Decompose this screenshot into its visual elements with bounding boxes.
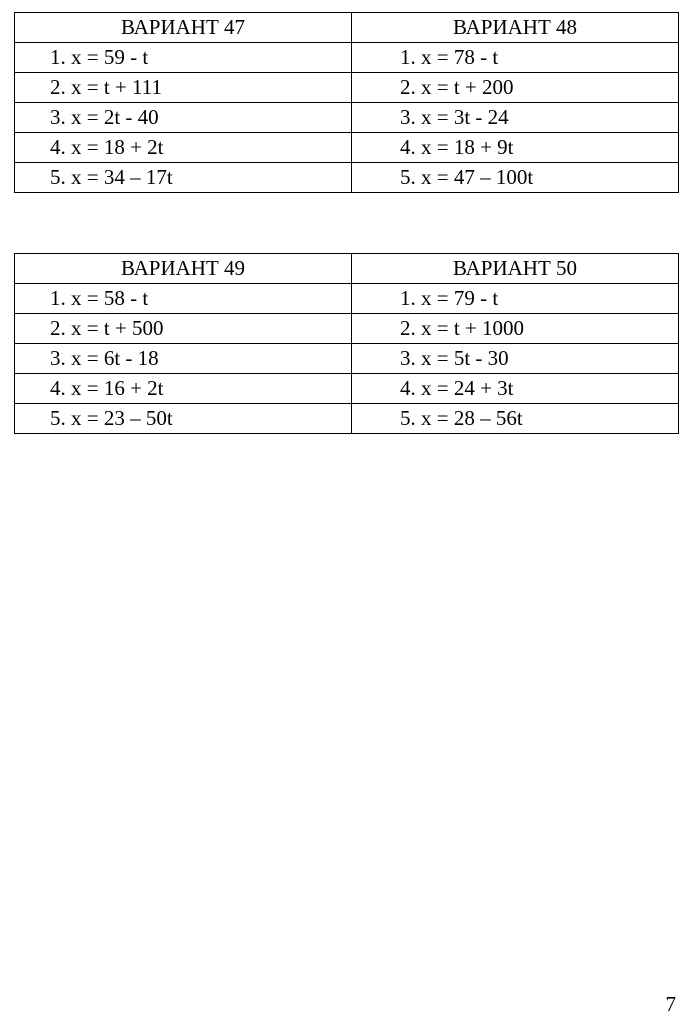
table-row [15,344,679,374]
equation-cell: 4. x = 18 + 9t [352,133,679,163]
equation-cell: 3. x = 3t - 24 [352,103,679,133]
equation-cell: 2. x = t + 500 [15,314,352,344]
equation-cell: 2. x = t + 111 [15,73,352,103]
table-row [15,103,679,133]
equation-cell: 5. x = 47 – 100t [352,163,679,193]
table-row [15,163,679,193]
table-row [15,73,679,103]
equation-cell: 1. x = 59 - t [15,43,352,73]
equation-cell: 2. x = t + 200 [352,73,679,103]
equation-cell: 5. x = 34 – 17t [15,163,352,193]
table-header-row [15,254,679,284]
variant-header: ВАРИАНТ 48 [352,13,679,43]
table-row [15,374,679,404]
equation-cell: 1. x = 58 - t [15,284,352,314]
variants-table-47-48 [14,12,679,193]
equation-cell: 5. x = 23 – 50t [15,404,352,434]
variants-table-49-50 [14,253,679,434]
table-header-row [15,13,679,43]
equation-cell: 4. x = 18 + 2t [15,133,352,163]
equation-cell: 3. x = 6t - 18 [15,344,352,374]
table-row [15,43,679,73]
equation-cell: 1. x = 79 - t [352,284,679,314]
equation-cell: 4. x = 24 + 3t [352,374,679,404]
variant-header: ВАРИАНТ 50 [352,254,679,284]
table-row [15,133,679,163]
equation-cell: 2. x = t + 1000 [352,314,679,344]
table-row [15,404,679,434]
table-row [15,284,679,314]
equation-cell: 1. x = 78 - t [352,43,679,73]
page-number: 7 [665,992,676,1016]
variant-header: ВАРИАНТ 47 [15,13,352,43]
equation-cell: 3. x = 5t - 30 [352,344,679,374]
equation-cell: 5. x = 28 – 56t [352,404,679,434]
variant-header: ВАРИАНТ 49 [15,254,352,284]
table-row [15,314,679,344]
equation-cell: 4. x = 16 + 2t [15,374,352,404]
equation-cell: 3. x = 2t - 40 [15,103,352,133]
